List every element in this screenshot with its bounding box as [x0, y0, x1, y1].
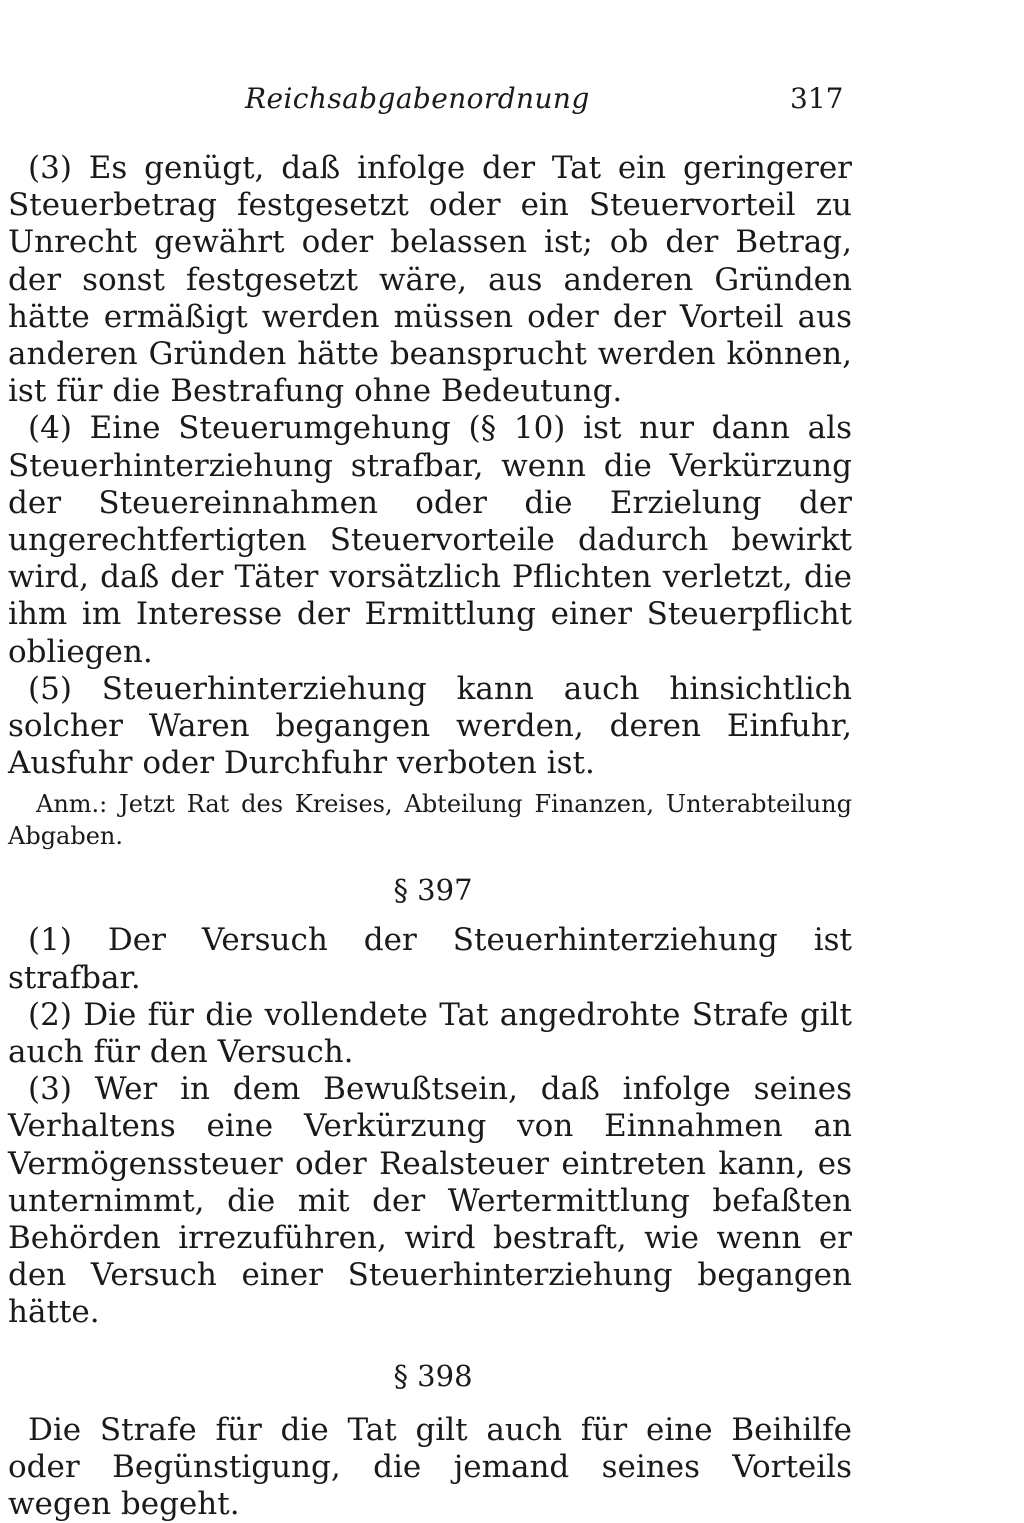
page-number: 317	[790, 82, 844, 115]
running-head	[0, 82, 1024, 118]
paragraph-398: Die Strafe für die Tat gilt auch für eine Beihilfe oder Begünstigung, die jemand seines Vorteils wegen begeht.	[8, 1411, 852, 1523]
paragraph-397-1: (1) Der Versuch der Steuerhinterziehung ist strafbar.	[8, 922, 852, 996]
section-heading-398: § 398	[393, 1358, 473, 1393]
paragraph-396-3: (3) Es genügt, daß infolge der Tat ein geringerer Steuerbetrag festgesetzt oder ein Steuervorteil zu Unrecht gewährt oder belassen ist; ob der Betrag, der sonst festgesetzt wäre, aus anderen Gründen hätte ermäßigt werden müssen oder der Vorteil aus anderen Gründen hätte beansprucht werden können, ist für die Bestrafung ohne Bedeutung.	[8, 150, 852, 410]
body-text	[8, 150, 852, 1523]
paragraph-397-3: (3) Wer in dem Bewußtsein, daß infolge seines Verhaltens eine Verkürzung von Einnahmen an Vermögenssteuer oder Realsteuer eintreten kann, es unternimmt, die mit der Wertermittlung befaßten Behörden irrezuführen, wird bestraft, wie wenn er den Versuch einer Steuerhinterziehung begangen hätte.	[8, 1071, 852, 1331]
paragraph-396-4: (4) Eine Steuerumgehung (§ 10) ist nur dann als Steuerhinterziehung strafbar, wenn die Verkürzung der Steuereinnahmen oder die Erzielung der ungerechtfertigten Steuervorteile dadurch bewirkt wird, daß der Täter vorsätzlich Pflichten verletzt, die ihm im Interesse der Ermittlung einer Steuerpflicht obliegen.	[8, 410, 852, 670]
section-heading-397: § 397	[393, 873, 473, 908]
paragraph-397-2: (2) Die für die vollendete Tat angedrohte Strafe gilt auch für den Versuch.	[8, 996, 852, 1071]
running-title: Reichsabgabenordnung	[245, 82, 590, 115]
paragraph-396-5: (5) Steuerhinterziehung kann auch hinsichtlich solcher Waren begangen werden, deren Einfuhr, Ausfuhr oder Durchfuhr verboten ist.	[8, 670, 852, 782]
annotation-note: Anm.: Jetzt Rat des Kreises, Abteilung Finanzen, Unterabteilung Abgaben.	[8, 790, 852, 851]
